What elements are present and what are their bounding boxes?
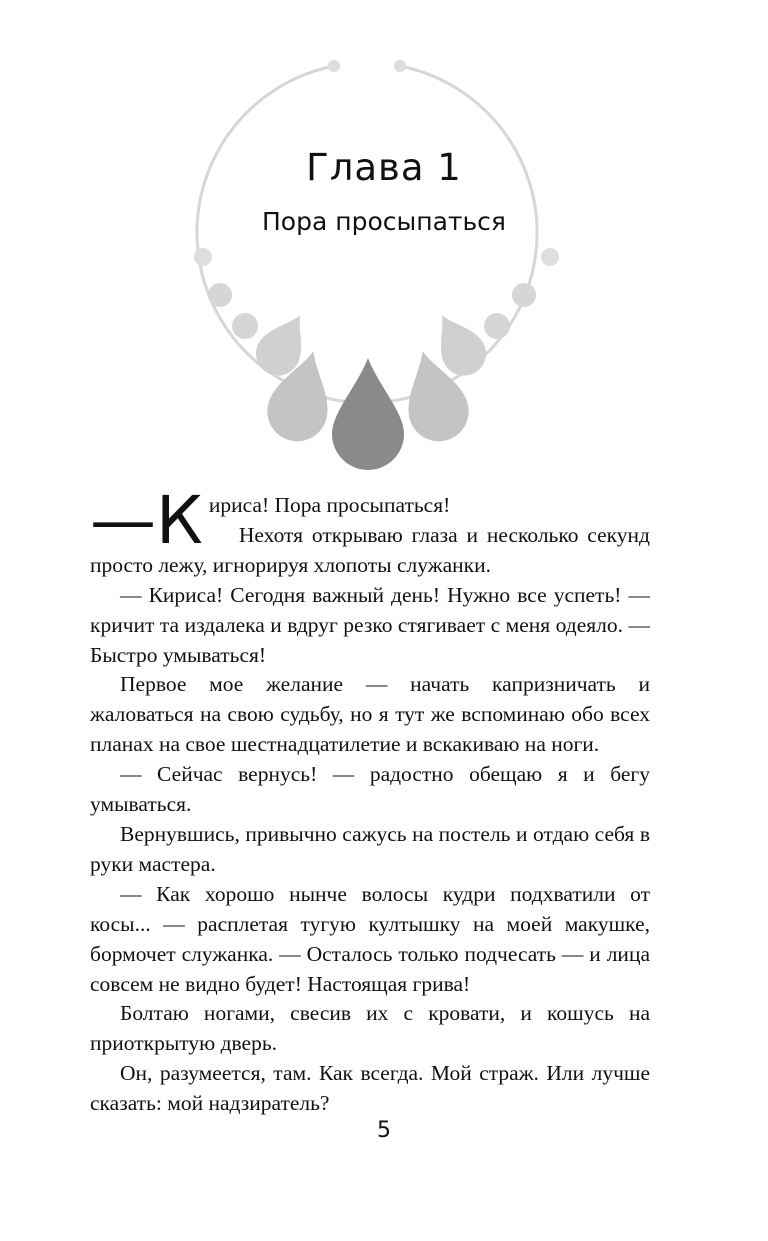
bead-right-3 — [484, 313, 510, 339]
chapter-title: Глава 1 — [306, 146, 462, 189]
necklace-ornament — [0, 0, 768, 480]
paragraph: — Кириса! Сегодня важный день! Нужно все успеть! — кричит та издалека и вдруг резко стягивает с меня одеяло. — Быстро умываться! — [90, 582, 650, 667]
paragraph-text: ириса! Пора просыпаться! — [208, 493, 451, 517]
paragraph: Вернувшись, привычно сажусь на постель и отдаю себя в руки мастера. — [90, 821, 650, 876]
drop-center — [332, 358, 404, 470]
chapter-body — [90, 482, 650, 1119]
paragraph: Нехотя открываю глаза и несколько секунд просто лежу, игнорируя хлопоты служанки. — [90, 522, 650, 577]
bead-right-1 — [541, 248, 559, 266]
paragraph: Первое мое желание — начать капризничать и жаловаться на свою судьбу, но я тут же вспоминаю обо всех планах на свое шестнадцатилетие и вскакиваю на ноги. — [90, 672, 650, 757]
clasp-bead-right — [394, 60, 406, 72]
bead-left-1 — [194, 248, 212, 266]
bead-left-3 — [232, 313, 258, 339]
paragraph: — Как хорошо нынче волосы кудри подхватили от косы... — расплетая тугую култышку на моей макушке, бормочет служанка. — Осталось только подчесать — и лица совсем не видно будет! Настоящая грива! — [90, 881, 650, 996]
clasp-bead-left — [328, 60, 340, 72]
page-number: 5 — [377, 1118, 391, 1143]
paragraph: Болтаю ногами, свесив их с кровати, и кошусь на приоткрытую дверь. — [90, 1001, 650, 1056]
drop-cap: —К — [90, 482, 203, 559]
paragraph: Он, разумеется, там. Как всегда. Мой страж. Или лучше сказать: мой надзиратель? — [90, 1061, 650, 1116]
bead-right-2 — [512, 283, 536, 307]
chapter-subtitle: Пора просыпаться — [262, 207, 506, 236]
bead-left-2 — [208, 283, 232, 307]
paragraph: — Сейчас вернусь! — радостно обещаю я и бегу умываться. — [90, 762, 650, 817]
